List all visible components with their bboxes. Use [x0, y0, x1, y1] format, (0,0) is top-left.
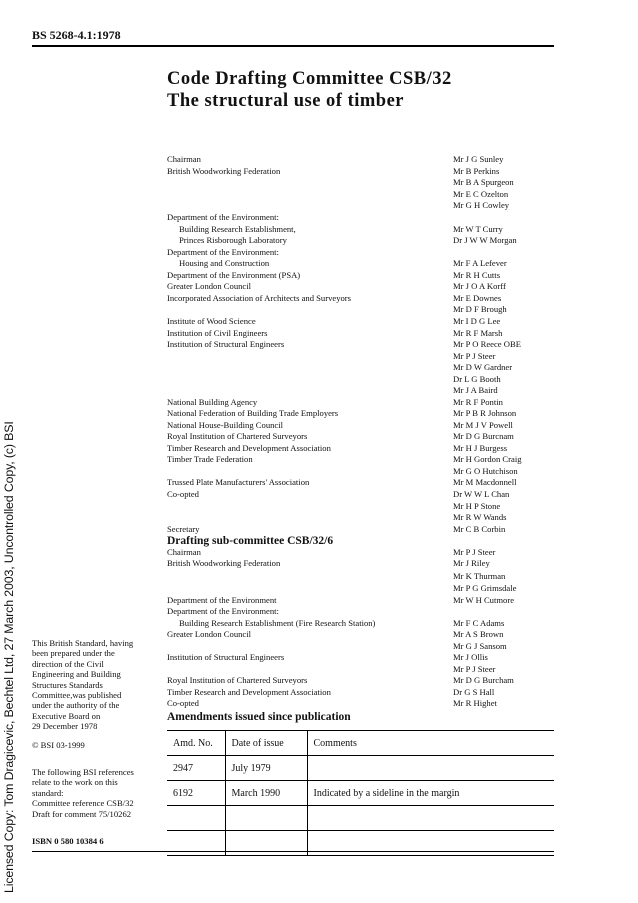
date-of-issue-cell: July 1979: [225, 756, 307, 781]
committee-member: Mr R F Marsh: [453, 328, 503, 338]
committee-member: Mr J O A Korff: [453, 281, 506, 291]
bsi-reference-line: The following BSI references: [32, 767, 134, 777]
amendments-heading: Amendments issued since publication: [167, 711, 351, 723]
committee-member: Dr L G Booth: [453, 374, 501, 384]
subcommittee-org: British Woodworking Federation: [167, 558, 281, 568]
date-of-issue-cell: March 1990: [225, 781, 307, 806]
comments-cell: Indicated by a sideline in the margin: [307, 781, 554, 806]
subcommittee-org: Building Research Establishment (Fire Research Station): [179, 618, 376, 628]
committee-org: Incorporated Association of Architects and Surveyors: [167, 293, 352, 303]
committee-org: Royal Institution of Chartered Surveyors: [167, 431, 308, 441]
subcommittee-member: Dr G S Hall: [453, 687, 495, 697]
table-row: [167, 756, 554, 781]
publication-note-line: direction of the Civil: [32, 658, 104, 669]
subcommittee-member: Mr K Thurman: [453, 571, 506, 581]
committee-org: Department of the Environment:: [167, 247, 279, 257]
committee-title: [167, 68, 452, 112]
amd-no-cell: 2947: [173, 762, 193, 774]
committee-org: Princes Risborough Laboratory: [179, 235, 287, 245]
committee-member: Mr M Macdonnell: [453, 477, 517, 487]
committee-member: Mr E C Ozelton: [453, 189, 509, 199]
committee-member: Mr G H Cowley: [453, 200, 510, 210]
subcommittee-heading: Drafting sub-committee CSB/32/6: [167, 535, 334, 547]
amendments-table: [167, 730, 554, 856]
subcommittee-org: Institution of Structural Engineers: [167, 652, 285, 662]
committee-org: Department of the Environment (PSA): [167, 270, 301, 280]
subcommittee-member: Mr W H Cutmore: [453, 595, 515, 605]
subcommittee-org: Royal Institution of Chartered Surveyors: [167, 675, 308, 685]
bsi-reference-line: standard:: [32, 787, 64, 798]
amd-no-header: Amd. No.: [173, 737, 213, 749]
committee-member: Mr H P Stone: [453, 501, 501, 511]
amd-no-cell: [167, 806, 225, 831]
amd-no-cell: 6192: [173, 787, 193, 799]
committee-member: Mr G O Hutchison: [453, 466, 518, 476]
committee-member: Dr J W W Morgan: [453, 235, 517, 245]
committee-org: Housing and Construction: [179, 258, 270, 268]
subcommittee-member: Mr D G Burcham: [453, 675, 514, 685]
committee-member: Mr H J Burgess: [453, 443, 508, 453]
committee-member: Mr J G Sunley: [453, 154, 504, 164]
subcommittee-member: Mr P G Grimsdale: [453, 583, 517, 593]
subcommittee-member: Mr P J Steer: [453, 547, 496, 557]
committee-member: Mr P B R Johnson: [453, 408, 517, 418]
committee-title-line1: Code Drafting Committee CSB/32: [167, 69, 452, 89]
publication-note-line: Engineering and Building: [32, 669, 121, 680]
bsi-reference-line: Draft for comment 75/10262: [32, 808, 132, 819]
subcommittee-member: Mr J Riley: [453, 558, 490, 568]
committee-member: Mr B Perkins: [453, 166, 500, 176]
isbn: ISBN 0 580 10384 6: [32, 836, 104, 846]
committee-org: Trussed Plate Manufacturers' Association: [167, 477, 310, 487]
publication-note-line: This British Standard, having: [32, 638, 134, 648]
subcommittee-org: Co-opted: [167, 698, 199, 708]
copyright-notice: © BSI 03-1999: [32, 740, 85, 750]
committee-member: Dr W W L Chan: [453, 489, 510, 499]
date-of-issue-header: Date of issue: [225, 731, 307, 756]
publication-note-line: Executive Board on: [32, 710, 101, 721]
committee-member: Mr D G Burcnam: [453, 431, 514, 441]
subcommittee-member: Mr G J Sansom: [453, 641, 507, 651]
committee-title-line2: The structural use of timber: [167, 91, 404, 111]
committee-org: National Federation of Building Trade Employers: [167, 408, 339, 418]
committee-member: Mr J A Baird: [453, 385, 498, 395]
subcommittee-member: Mr P J Steer: [453, 664, 496, 674]
publication-note-line: Committee,was published: [32, 690, 122, 701]
license-notice: Licensed Copy: Tom Dragicevic, Bechtel Ltd, 27 March 2003, Uncontrolled Copy, (c) BSI: [2, 421, 16, 893]
committee-member: Mr B A Spurgeon: [453, 177, 514, 187]
committee-member: Mr R H Cutts: [453, 270, 501, 280]
committee-member: Mr C B Corbin: [453, 524, 506, 534]
table-row: [167, 831, 554, 856]
amd-no-cell: [167, 831, 225, 856]
subcommittee-member: Mr A S Brown: [453, 629, 504, 639]
bsi-reference-line: Committee reference CSB/32: [32, 798, 134, 809]
committee-member: Mr H Gordon Craig: [453, 454, 522, 464]
publication-note-line: been prepared under the: [32, 648, 115, 659]
committee-org: Greater London Council: [167, 281, 252, 291]
committee-org: Timber Trade Federation: [167, 454, 253, 464]
committee-member: Mr I D G Lee: [453, 316, 501, 326]
committee-member: Mr P J Steer: [453, 351, 496, 361]
amendments-header-row: [167, 731, 554, 756]
committee-member: Mr R F Pontin: [453, 397, 503, 407]
table-row: [167, 806, 554, 831]
committee-member: Mr P O Reece OBE: [453, 339, 521, 349]
standard-number: BS 5268-4.1:1978: [32, 28, 121, 42]
committee-member: Mr R W Wands: [453, 512, 507, 522]
committee-member: Mr D W Gardner: [453, 362, 513, 372]
committee-org: Chairman: [167, 154, 201, 164]
subcommittee-org: Chairman: [167, 547, 201, 557]
comments-cell: [307, 831, 554, 856]
committee-org: British Woodworking Federation: [167, 166, 281, 176]
subcommittee-member: Mr J Ollis: [453, 652, 488, 662]
comments-cell: [307, 806, 554, 831]
committee-org: Secretary: [167, 524, 200, 534]
subcommittee-org: Greater London Council: [167, 629, 252, 639]
date-of-issue-cell: [225, 806, 307, 831]
committee-org: Department of the Environment:: [167, 212, 279, 222]
committee-org: Institution of Civil Engineers: [167, 328, 268, 338]
subcommittee-org: Department of the Environment:: [167, 606, 279, 616]
subcommittee-org: Timber Research and Development Association: [167, 687, 331, 697]
committee-org: Institute of Wood Science: [167, 316, 256, 326]
publication-note: [32, 638, 157, 732]
committee-member: Mr W T Curry: [453, 224, 503, 234]
committee-org: National Building Agency: [167, 397, 258, 407]
committee-org: National House-Building Council: [167, 420, 284, 430]
committee-member: Mr D F Brough: [453, 304, 507, 314]
header-rule: [32, 45, 554, 47]
publication-note-line: under the authority of the: [32, 700, 120, 711]
date-of-issue-cell: [225, 831, 307, 856]
table-row: [167, 781, 554, 806]
committee-org: Building Research Establishment,: [179, 224, 296, 234]
subcommittee-member: Mr R Highet: [453, 698, 497, 708]
bsi-references: [32, 767, 157, 819]
publication-note-line: 29 December 1978: [32, 721, 98, 732]
committee-member: Mr F A Lefever: [453, 258, 507, 268]
comments-header: Comments: [307, 731, 554, 756]
committee-member: Mr E Downes: [453, 293, 502, 303]
committee-org: Co-opted: [167, 489, 199, 499]
publication-note-line: Structures Standards: [32, 679, 103, 690]
committee-member: Mr M J V Powell: [453, 420, 513, 430]
comments-cell: [307, 756, 554, 781]
bsi-reference-line: relate to the work on this: [32, 777, 118, 788]
committee-org: Institution of Structural Engineers: [167, 339, 285, 349]
subcommittee-org: Department of the Environment: [167, 595, 277, 605]
committee-org: Timber Research and Development Association: [167, 443, 331, 453]
subcommittee-member: Mr F C Adams: [453, 618, 505, 628]
